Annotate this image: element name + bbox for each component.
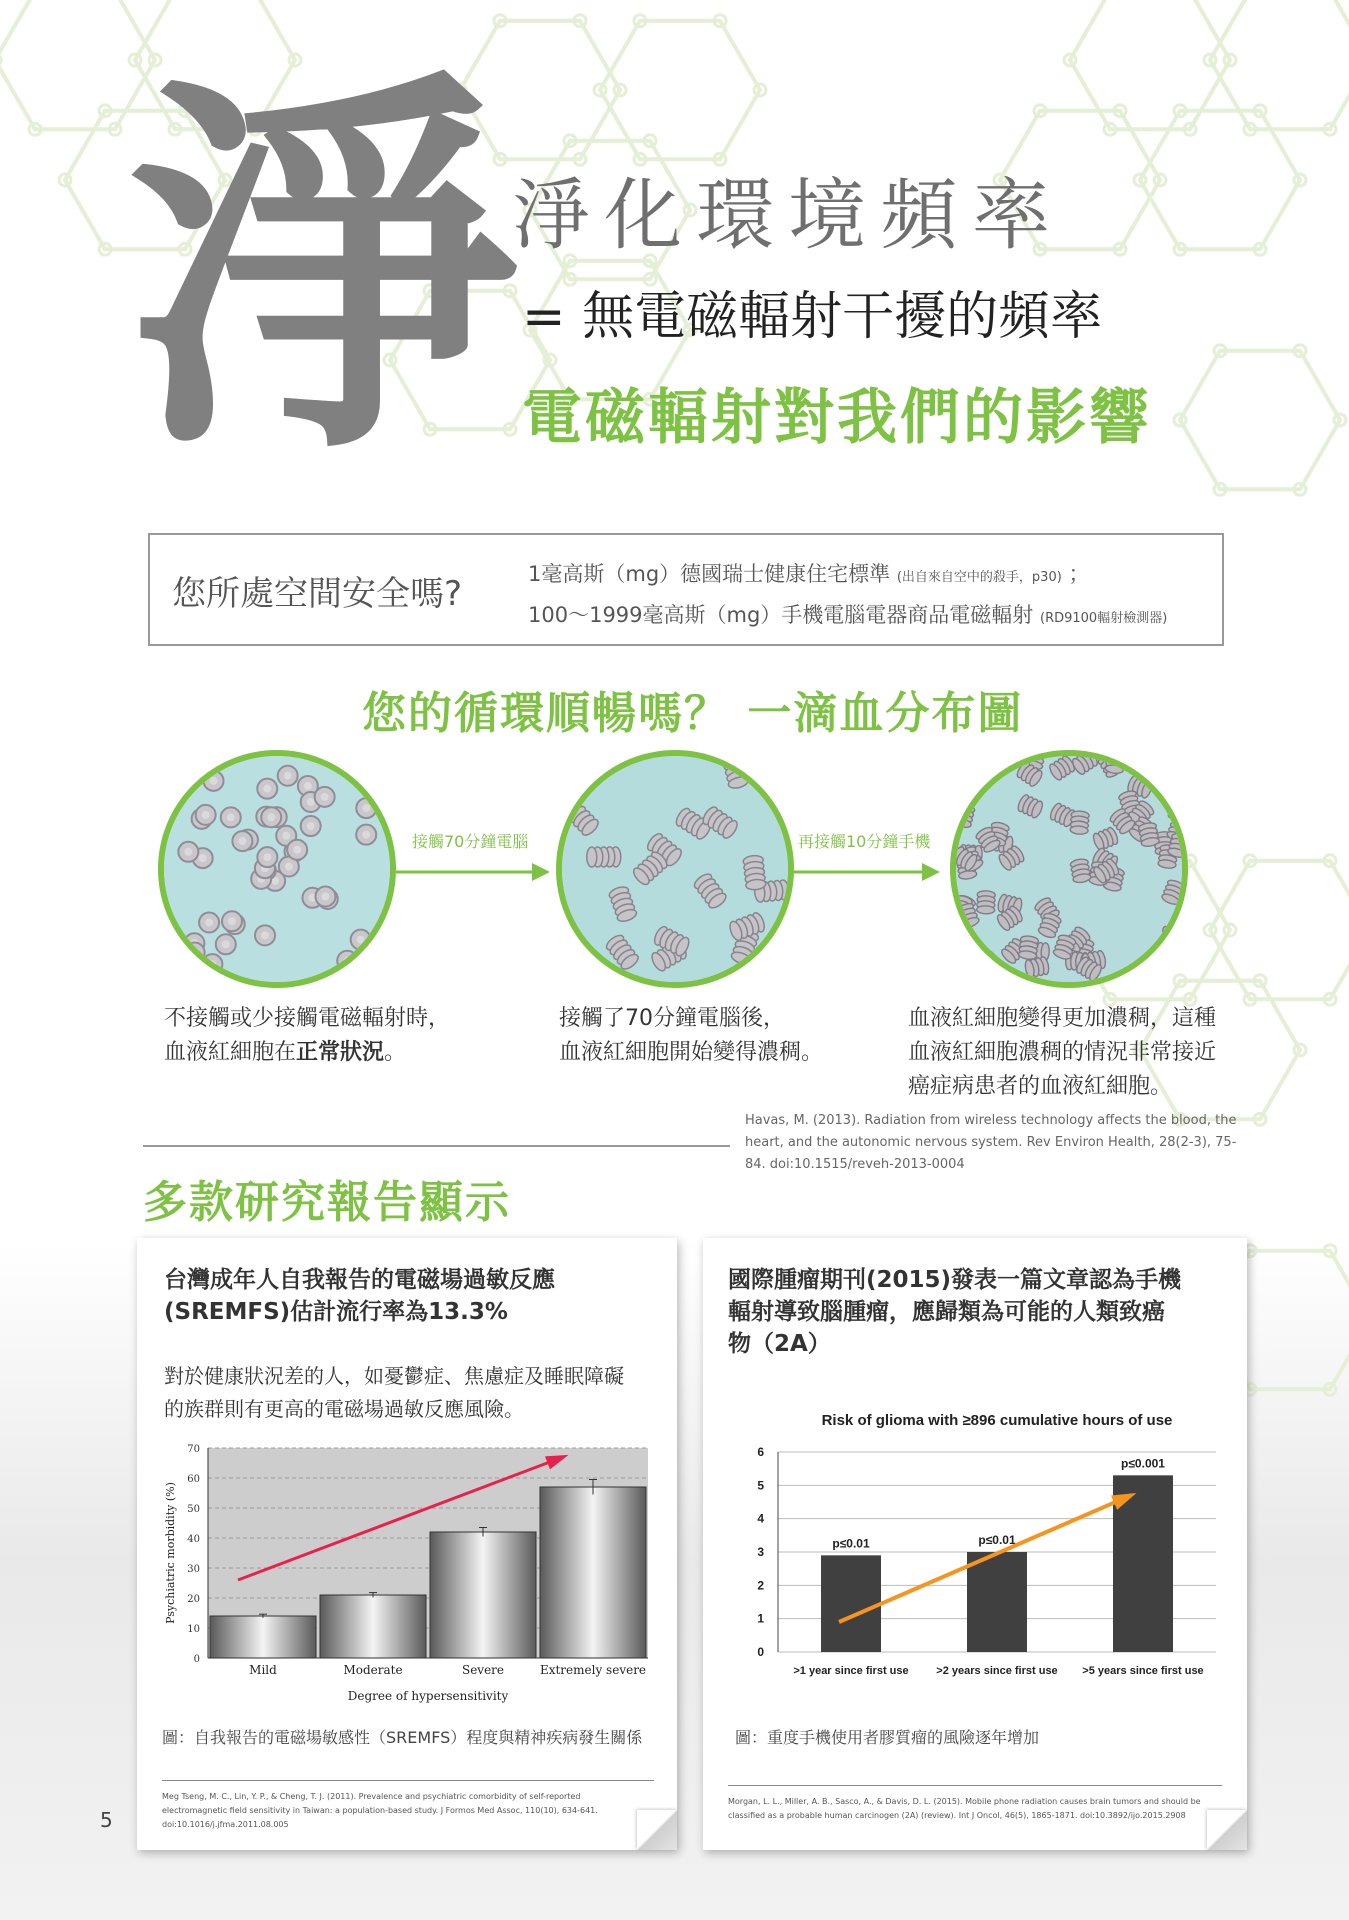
card2-title-line-1: 國際腫瘤期刊(2015)發表一篇文章認為手機 xyxy=(728,1267,1182,1293)
studies-section-title: 多款研究報告顯示 xyxy=(143,1177,511,1228)
card1-title xyxy=(164,1264,656,1328)
chart1-bar xyxy=(210,1616,316,1658)
red-blood-cell-clump xyxy=(1070,811,1090,835)
page-title: 淨化環境頻率 xyxy=(512,171,1065,261)
blood-section-title: 您的循環順暢嗎？ 一滴血分布圖 xyxy=(362,688,1024,739)
safety-standard-line-2 xyxy=(528,599,1167,629)
card1-body xyxy=(164,1360,664,1426)
chart1-y-tick-label: 50 xyxy=(187,1504,200,1515)
chart-psychiatric-morbidity xyxy=(158,1440,662,1710)
standard-2-note: (RD9100輻射檢測器) xyxy=(1040,611,1168,626)
chart1-y-axis-label: Psychiatric morbidity (%) xyxy=(164,1482,177,1624)
card1-text-line-1: 對於健康狀況差的人，如憂鬱症、焦慮症及睡眠障礙 xyxy=(164,1364,624,1388)
chart1-x-tick-label: Severe xyxy=(461,1663,505,1677)
desc-computer-line-1: 接觸了70分鐘電腦後， xyxy=(559,1006,785,1031)
chart1-bar xyxy=(430,1532,536,1658)
blood-sample-after-phone-image xyxy=(950,750,1188,988)
blood-reference-citation: Havas, M. (2013). Radiation from wireless technology affects the blood, the heart, and the autonomic nervous system. Rev Environ Health, 28(2-3), 75-84. doi:10.1515/reveh-2013-0004 xyxy=(745,1113,1237,1172)
arrow-label-phone: 再接觸10分鐘手機 xyxy=(798,832,931,851)
description-phone xyxy=(908,1002,1216,1104)
chart2-y-tick-label: 0 xyxy=(757,1645,764,1659)
chart1-x-tick-label: Extremely severe xyxy=(539,1663,647,1677)
chart2-y-tick-label: 1 xyxy=(757,1611,764,1626)
standard-2-text: 100～1999毫高斯（mg）手機電腦電器商品電磁輻射 xyxy=(528,603,1034,627)
chart2-y-tick-label: 3 xyxy=(757,1545,764,1559)
section-heading-emr-effects: 電磁輻射對我們的影響 xyxy=(522,383,1152,453)
card1-text-line-2: 的族群則有更高的電磁場過敏反應風險。 xyxy=(164,1397,524,1421)
card1-reference: Meg Tseng, M. C., Lin, Y. P., & Cheng, T. J. (2011). Prevalence and psychiatric comorbidity of self-reported electromagnetic field sensitivity in Taiwan: a population-based study. J Formos Med Assoc, 110(10), 634-641. doi:10.1016/j.jfma.2011.08.005 xyxy=(162,1792,598,1829)
card2-rule xyxy=(728,1785,1222,1786)
card1-title-line-2: (SREMFS)估計流行率為13.3% xyxy=(164,1299,508,1325)
chart2-p-value-label: p≤0.01 xyxy=(832,1536,870,1551)
chart2-x-tick-label: >5 years since first use xyxy=(1082,1665,1204,1677)
chart2-y-tick-label: 2 xyxy=(757,1578,764,1593)
card2-title-line-2: 輻射導致腦腫瘤，應歸類為可能的人類致癌 xyxy=(728,1299,1165,1325)
standard-1-note: (出自來自空中的殺手，p30) xyxy=(896,570,1062,585)
desc-phone-line-2: 血液紅細胞濃稠的情況非常接近 xyxy=(908,1040,1217,1065)
chart1-x-axis-label: Degree of hypersensitivity xyxy=(347,1689,509,1703)
chart1-y-tick-label: 40 xyxy=(187,1534,200,1545)
chart2-title: Risk of glioma with ≥896 cumulative hours of use xyxy=(821,1412,1173,1429)
chart1-y-tick-label: 70 xyxy=(187,1444,200,1455)
hexagon-outline xyxy=(600,21,760,160)
chart2-x-tick-label: >2 years since first use xyxy=(936,1665,1058,1677)
card1-caption: 圖：自我報告的電磁場敏感性（SREMFS）程度與精神疾病發生關係 xyxy=(162,1728,643,1747)
blood-sample-normal-image xyxy=(158,750,396,988)
card1-rule xyxy=(162,1780,654,1781)
chart-glioma-risk xyxy=(726,1405,1226,1690)
chart1-bar xyxy=(540,1487,646,1658)
chart1-y-tick-label: 20 xyxy=(187,1594,200,1605)
chart1-y-tick-label: 10 xyxy=(187,1624,200,1635)
safety-standard-line-1 xyxy=(528,558,1089,588)
card2-title-line-3: 物（2A） xyxy=(728,1331,831,1357)
red-blood-cell-clump xyxy=(1138,822,1160,848)
chart2-y-tick-label: 6 xyxy=(757,1445,764,1459)
process-arrows xyxy=(390,855,970,889)
standard-1-end: ； xyxy=(1068,562,1090,586)
desc-phone-line-1: 血液紅細胞變得更加濃稠，這種 xyxy=(908,1006,1217,1031)
hexagon-outline xyxy=(1180,351,1340,490)
red-blood-cell-clump xyxy=(977,890,996,914)
chart2-p-value-label: p≤0.001 xyxy=(1121,1456,1165,1471)
chart1-y-tick-label: 30 xyxy=(187,1564,200,1575)
chart1-x-tick-label: Mild xyxy=(249,1663,277,1677)
decorative-big-character: 淨 xyxy=(125,38,520,502)
desc-computer-line-2: 血液紅細胞開始變得濃稠。 xyxy=(559,1040,824,1065)
desc-normal-emphasis: 正常狀況 xyxy=(296,1040,385,1065)
red-blood-cell-clump xyxy=(1018,935,1039,960)
chart2-p-value-label: p≤0.01 xyxy=(978,1533,1016,1547)
section-divider xyxy=(143,1145,730,1147)
chart1-y-tick-label: 60 xyxy=(187,1474,200,1485)
chart2-y-tick-label: 5 xyxy=(757,1478,764,1493)
description-normal xyxy=(164,1002,450,1070)
arrow-label-computer: 接觸70分鐘電腦 xyxy=(412,832,529,851)
card2-title xyxy=(728,1264,1228,1360)
description-computer xyxy=(559,1002,823,1070)
red-blood-cell-clump xyxy=(1070,858,1092,884)
desc-normal-line-1: 不接觸或少接觸電磁輻射時， xyxy=(164,1006,451,1031)
chart1-y-tick-label: 0 xyxy=(193,1654,200,1665)
card2-caption: 圖：重度手機使用者膠質瘤的風險逐年增加 xyxy=(735,1728,1040,1747)
desc-phone-line-3: 癌症病患者的血液紅細胞。 xyxy=(908,1074,1173,1099)
card1-title-line-1: 台灣成年人自我報告的電磁場過敏反應 xyxy=(164,1267,555,1293)
hexagon-outline xyxy=(1140,111,1300,250)
chart2-x-tick-label: >1 year since first use xyxy=(793,1665,909,1677)
page-curl-decoration xyxy=(637,1810,677,1850)
page-number: 5 xyxy=(100,1808,113,1832)
chart1-x-tick-label: Moderate xyxy=(343,1663,403,1677)
chart2-bar xyxy=(821,1555,881,1652)
page-subtitle: = 無電磁輻射干擾的頻率 xyxy=(522,287,1103,347)
standard-1-text: 1毫高斯（mg）德國瑞士健康住宅標準 xyxy=(528,562,891,586)
chart2-bar xyxy=(967,1552,1027,1652)
chart1-bar xyxy=(320,1595,426,1658)
chart2-y-tick-label: 4 xyxy=(757,1511,764,1526)
hexagon-node xyxy=(0,54,1,66)
safety-question: 您所處空間安全嗎? xyxy=(172,574,463,614)
card2-reference: Morgan, L. L., Miller, A. B., Sasco, A., & Davis, D. L. (2015). Mobile phone radiation causes brain tumors and should be classified as a probable human carcinogen (2A) (review). Int J Oncol, 46(5), 1865-1871. doi:10.3892/ijo.2015.2908 xyxy=(728,1797,1201,1820)
desc-normal-line-2: 血液紅細胞在正常狀況。 xyxy=(164,1040,407,1065)
